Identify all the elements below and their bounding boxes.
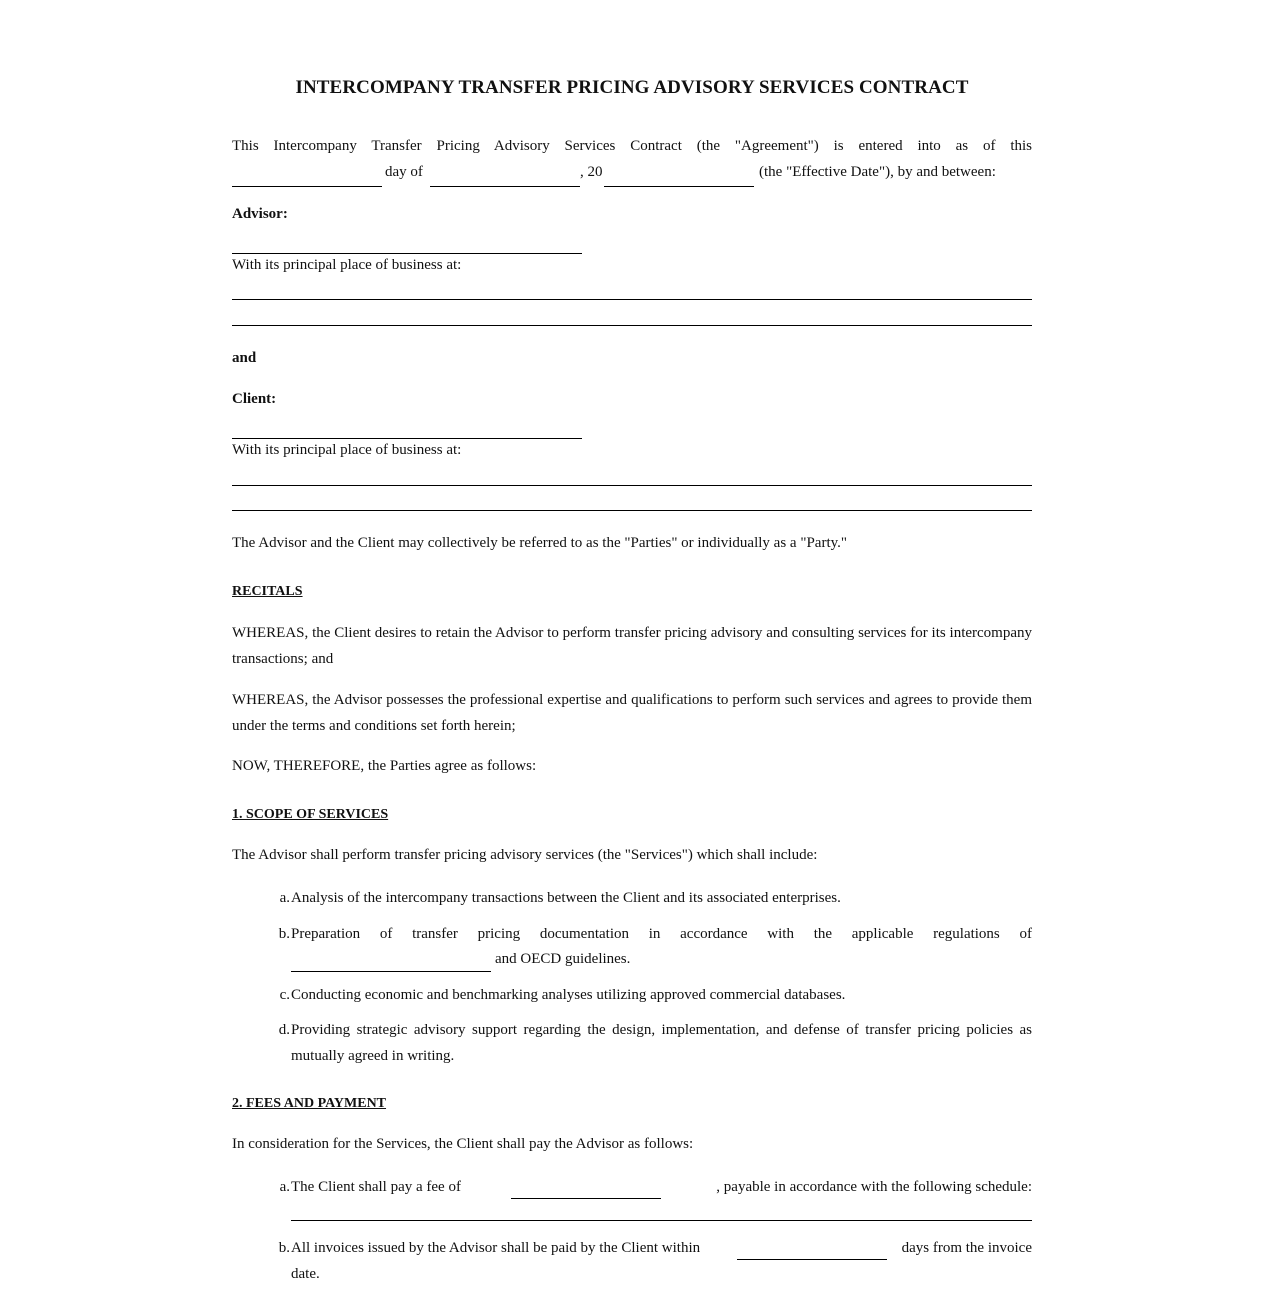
advisor-address-label: With its principal place of business at: xyxy=(232,257,462,273)
payment-terms-line xyxy=(291,1235,1032,1261)
advisor-name-blank[interactable] xyxy=(232,253,582,254)
effective-date-text: (the "Effective Date"), by and between: xyxy=(759,164,996,180)
section-1-intro: The Advisor shall perform transfer pricing advisory services (the "Services") which shall include: xyxy=(232,847,818,863)
fee-text: The Client shall pay a fee of xyxy=(291,1179,461,1195)
document-title: INTERCOMPANY TRANSFER PRICING ADVISORY SERVICES CONTRACT xyxy=(295,77,969,98)
list-item-text: Preparation of transfer pricing documentation in accordance with the applicable regulations of xyxy=(291,926,1032,942)
day-of-label: day of xyxy=(385,164,423,180)
fee-schedule-text: , payable in accordance with the following schedule: xyxy=(716,1179,1032,1195)
list-item xyxy=(232,1235,1032,1291)
payment-schedule-blank[interactable] xyxy=(291,1220,1032,1221)
client-label: Client: xyxy=(232,391,277,407)
year-blank[interactable] xyxy=(604,186,754,187)
list-item xyxy=(232,1017,1032,1073)
list-item xyxy=(232,885,1032,915)
whereas-clause-2: WHEREAS, the Advisor possesses the professional expertise and qualifications to perform such services and agrees to provide them under the terms and conditions set forth herein; xyxy=(232,692,1032,734)
client-address-line-2[interactable] xyxy=(232,510,1032,511)
list-marker: d. xyxy=(278,1022,290,1038)
section-2-intro: In consideration for the Services, the Client shall pay the Advisor as follows: xyxy=(232,1136,694,1152)
year-prefix: , 20 xyxy=(580,164,603,180)
payment-terms-text: All invoices issued by the Advisor shall be paid by the Client within xyxy=(291,1240,701,1256)
payment-terms-text-end: days from the invoice xyxy=(901,1240,1032,1256)
day-blank[interactable] xyxy=(232,186,382,187)
client-address-label: With its principal place of business at: xyxy=(232,442,462,458)
month-blank[interactable] xyxy=(430,186,580,187)
intro-line-1: This Intercompany Transfer Pricing Advisory Services Contract (the "Agreement") is entered into as of this xyxy=(232,138,1032,154)
and-label: and xyxy=(232,350,257,366)
client-name-blank[interactable] xyxy=(232,438,582,439)
payment-terms-text-continued: date. xyxy=(291,1266,320,1282)
payment-days-blank[interactable] xyxy=(737,1259,887,1260)
list-item-text-continued: and OECD guidelines. xyxy=(495,951,631,967)
jurisdiction-blank[interactable] xyxy=(291,971,491,972)
section-1-heading: 1. SCOPE OF SERVICES xyxy=(232,807,389,822)
list-marker: c. xyxy=(279,987,290,1003)
list-item xyxy=(232,921,1032,977)
list-item xyxy=(232,1174,1032,1224)
list-item-text: Analysis of the intercompany transactions between the Client and its associated enterprises. xyxy=(291,890,841,906)
section-2-heading: 2. FEES AND PAYMENT xyxy=(232,1096,387,1111)
advisor-address-line-2[interactable] xyxy=(232,325,1032,326)
list-marker: b. xyxy=(278,926,290,942)
list-item-text: Providing strategic advisory support regarding the design, implementation, and defense of transfer pricing policies as mutually agreed in writing. xyxy=(291,1022,1032,1064)
parties-definition: The Advisor and the Client may collectively be referred to as the "Parties" or individually as a "Party." xyxy=(232,535,848,551)
list-item xyxy=(232,982,1032,1012)
list-marker: a. xyxy=(279,1179,290,1195)
advisor-label: Advisor: xyxy=(232,206,288,222)
recitals-heading: RECITALS xyxy=(232,584,303,599)
list-marker: b. xyxy=(278,1240,290,1256)
advisor-address-line-1[interactable] xyxy=(232,299,1032,300)
whereas-clause-1: WHEREAS, the Client desires to retain the Advisor to perform transfer pricing advisory and consulting services for its intercompany transactions; and xyxy=(232,625,1032,667)
client-address-line-1[interactable] xyxy=(232,485,1032,486)
now-therefore-clause: NOW, THEREFORE, the Parties agree as follows: xyxy=(232,758,537,774)
list-marker: a. xyxy=(279,890,290,906)
list-item-text: Conducting economic and benchmarking analyses utilizing approved commercial databases. xyxy=(291,987,846,1003)
fee-amount-blank[interactable] xyxy=(511,1198,661,1199)
